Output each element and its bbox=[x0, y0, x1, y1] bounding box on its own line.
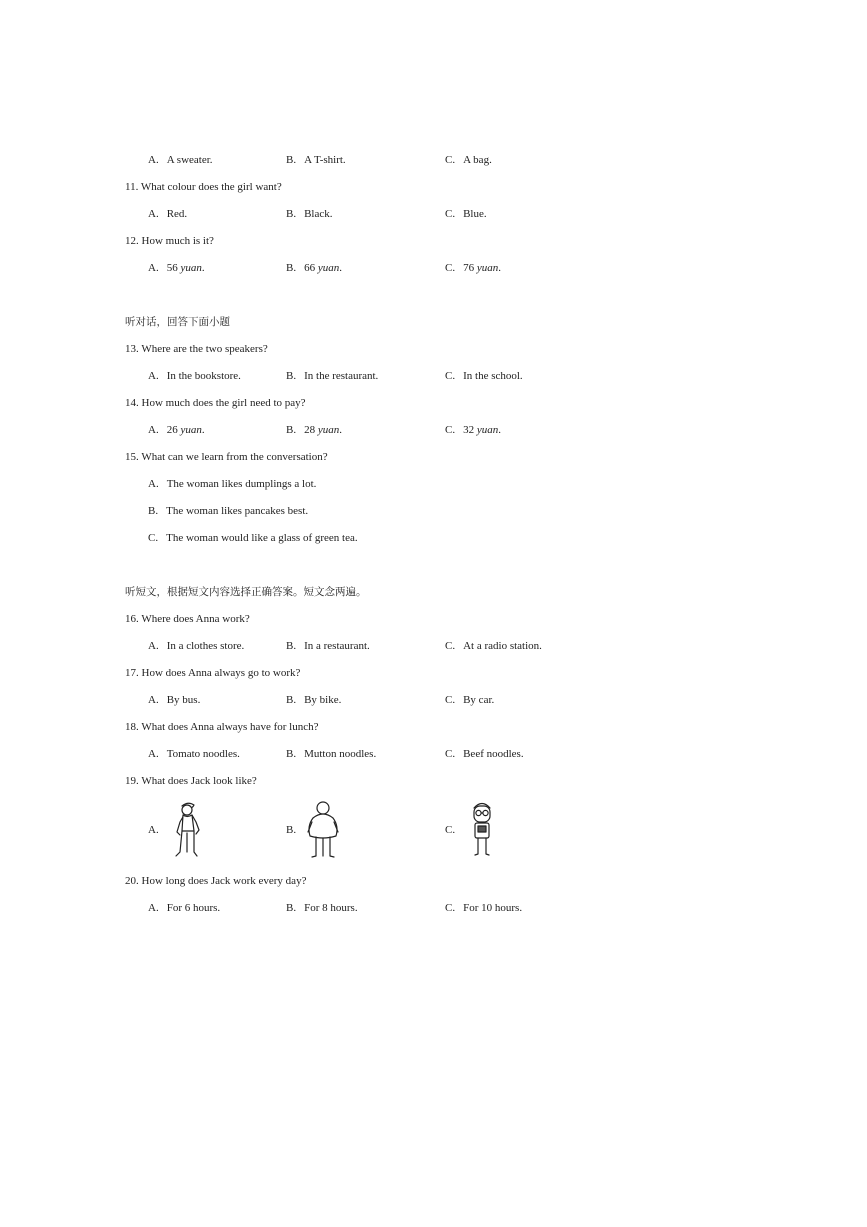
option-text bbox=[167, 424, 205, 436]
question-16 bbox=[125, 612, 250, 626]
option-text: In a clothes store. bbox=[166, 640, 245, 652]
q20-option-a bbox=[148, 901, 220, 915]
amount: 66 bbox=[304, 262, 316, 274]
question-number: 15. bbox=[125, 451, 139, 463]
question-text: How much is it? bbox=[141, 235, 214, 247]
option-text: In the restaurant. bbox=[304, 370, 379, 382]
q11-option-b bbox=[286, 207, 333, 221]
question-text: What colour does the girl want? bbox=[140, 181, 282, 193]
amount: 76 bbox=[463, 262, 475, 274]
option-text: Red. bbox=[166, 208, 188, 220]
option-letter: B. bbox=[286, 748, 297, 760]
option-text: In the bookstore. bbox=[166, 370, 241, 382]
option-letter: A. bbox=[148, 262, 159, 274]
option-letter: B. bbox=[286, 262, 297, 274]
question-number: 14. bbox=[125, 397, 139, 409]
option-text: Blue. bbox=[463, 208, 487, 220]
q12-option-b bbox=[286, 261, 342, 275]
option-text: For 6 hours. bbox=[166, 902, 221, 914]
q14-option-c bbox=[445, 423, 501, 437]
unit: yuan bbox=[476, 262, 499, 274]
q13-option-c bbox=[445, 369, 523, 383]
question-number: 17. bbox=[125, 667, 139, 679]
option-letter: C. bbox=[445, 694, 456, 706]
q10-option-c bbox=[445, 153, 492, 167]
option-letter: C. bbox=[445, 154, 456, 166]
option-text: In the school. bbox=[463, 370, 523, 382]
q13-option-b bbox=[286, 369, 378, 383]
option-letter: B. bbox=[286, 154, 297, 166]
amount: 28 bbox=[304, 424, 316, 436]
question-19 bbox=[125, 774, 257, 788]
option-letter: C. bbox=[445, 424, 456, 436]
q16-option-a bbox=[148, 639, 244, 653]
unit: yuan bbox=[476, 424, 499, 436]
option-letter: A. bbox=[148, 370, 159, 382]
question-text: How long does Jack work every day? bbox=[141, 875, 307, 887]
amount: 56 bbox=[166, 262, 178, 274]
q14-option-b bbox=[286, 423, 342, 437]
q12-option-c bbox=[445, 261, 501, 275]
option-text: In a restaurant. bbox=[304, 640, 370, 652]
q11-option-c bbox=[445, 207, 487, 221]
option-letter: C. bbox=[445, 262, 456, 274]
option-letter: C. bbox=[445, 640, 456, 652]
q19-option-c-letter: C. bbox=[445, 824, 456, 836]
q18-option-b bbox=[286, 747, 376, 761]
option-letter: B. bbox=[286, 902, 297, 914]
q15-option-b bbox=[148, 504, 308, 518]
period: . bbox=[201, 262, 205, 274]
option-text: Black. bbox=[304, 208, 333, 220]
amount: 32 bbox=[463, 424, 475, 436]
unit: yuan bbox=[317, 424, 340, 436]
option-letter: A. bbox=[148, 748, 159, 760]
q14-option-a bbox=[148, 423, 205, 437]
option-letter: A. bbox=[148, 640, 159, 652]
option-text: The woman would like a glass of green tea. bbox=[166, 532, 358, 544]
q16-option-b bbox=[286, 639, 370, 653]
period: . bbox=[498, 262, 501, 274]
question-20 bbox=[125, 874, 306, 888]
question-text: What can we learn from the conversation? bbox=[141, 451, 328, 463]
question-number: 18. bbox=[125, 721, 139, 733]
unit: yuan bbox=[180, 424, 202, 436]
question-number: 16. bbox=[125, 613, 139, 625]
q18-option-a bbox=[148, 747, 240, 761]
unit: yuan bbox=[180, 262, 202, 274]
period: . bbox=[339, 424, 342, 436]
option-letter: C. bbox=[148, 532, 159, 544]
thin-man-figure bbox=[168, 800, 208, 860]
option-text: By bike. bbox=[304, 694, 342, 706]
amount: 26 bbox=[166, 424, 178, 436]
q11-option-a bbox=[148, 207, 187, 221]
option-letter: A. bbox=[148, 902, 159, 914]
option-letter: B. bbox=[286, 208, 297, 220]
option-text: A bag. bbox=[463, 154, 492, 166]
q10-option-b bbox=[286, 153, 346, 167]
option-text: Tomato noodles. bbox=[166, 748, 240, 760]
option-letter: B. bbox=[286, 370, 297, 382]
unit: yuan bbox=[317, 262, 340, 274]
option-text bbox=[463, 262, 501, 274]
period: . bbox=[201, 424, 205, 436]
option-text: By car. bbox=[463, 694, 495, 706]
q17-option-b bbox=[286, 693, 341, 707]
option-text: By bus. bbox=[166, 694, 201, 706]
q20-option-b bbox=[286, 901, 358, 915]
option-letter: A. bbox=[148, 478, 159, 490]
q12-option-a bbox=[148, 261, 205, 275]
q19-option-b-letter: B. bbox=[286, 824, 297, 836]
q15-option-c bbox=[148, 531, 358, 545]
q15-option-a bbox=[148, 477, 316, 491]
option-letter: C. bbox=[445, 370, 456, 382]
q18-option-c bbox=[445, 747, 524, 761]
question-text: What does Anna always have for lunch? bbox=[141, 721, 319, 733]
q17-option-a bbox=[148, 693, 200, 707]
option-letter: A. bbox=[148, 208, 159, 220]
question-number: 20. bbox=[125, 875, 139, 887]
question-text: How does Anna always go to work? bbox=[141, 667, 301, 679]
question-17 bbox=[125, 666, 300, 680]
option-text: Beef noodles. bbox=[463, 748, 524, 760]
period: . bbox=[498, 424, 501, 436]
question-text: How much does the girl need to pay? bbox=[141, 397, 306, 409]
q16-option-c bbox=[445, 639, 542, 653]
section-instruction: 听对话，回答下面小题 bbox=[125, 316, 230, 328]
option-text: A sweater. bbox=[166, 154, 213, 166]
q13-option-a bbox=[148, 369, 241, 383]
question-number: 12. bbox=[125, 235, 139, 247]
option-letter: A. bbox=[148, 424, 159, 436]
option-text: The woman likes dumplings a lot. bbox=[166, 478, 317, 490]
q17-option-c bbox=[445, 693, 494, 707]
option-letter: A. bbox=[148, 694, 159, 706]
option-letter: C. bbox=[445, 748, 456, 760]
question-number: 11. bbox=[125, 181, 139, 193]
option-letter: C. bbox=[445, 902, 456, 914]
question-number: 13. bbox=[125, 343, 139, 355]
option-text: At a radio station. bbox=[463, 640, 542, 652]
option-letter: B. bbox=[286, 424, 297, 436]
question-13 bbox=[125, 342, 268, 356]
question-number: 19. bbox=[125, 775, 139, 787]
option-text: Mutton noodles. bbox=[304, 748, 377, 760]
option-text bbox=[304, 262, 342, 274]
boy-with-glasses-figure bbox=[468, 800, 496, 858]
q19-option-a-letter: A. bbox=[148, 824, 159, 836]
question-text: What does Jack look like? bbox=[141, 775, 257, 787]
question-11 bbox=[125, 180, 282, 194]
q20-option-c bbox=[445, 901, 522, 915]
question-text: Where are the two speakers? bbox=[141, 343, 268, 355]
option-text bbox=[167, 262, 205, 274]
question-18 bbox=[125, 720, 318, 734]
fat-man-figure bbox=[303, 800, 343, 860]
period: . bbox=[339, 262, 342, 274]
question-text: Where does Anna work? bbox=[141, 613, 250, 625]
option-letter: B. bbox=[286, 694, 297, 706]
section-instruction: 听短文，根据短文内容选择正确答案。短文念两遍。 bbox=[125, 586, 367, 598]
option-text bbox=[463, 424, 501, 436]
option-letter: B. bbox=[148, 505, 159, 517]
option-text: For 8 hours. bbox=[304, 902, 358, 914]
option-text: The woman likes pancakes best. bbox=[166, 505, 309, 517]
option-text: For 10 hours. bbox=[463, 902, 523, 914]
option-letter: A. bbox=[148, 154, 159, 166]
question-12 bbox=[125, 234, 214, 248]
q10-option-a bbox=[148, 153, 213, 167]
question-14 bbox=[125, 396, 306, 410]
option-letter: B. bbox=[286, 640, 297, 652]
option-letter: C. bbox=[445, 208, 456, 220]
question-15 bbox=[125, 450, 328, 464]
option-text: A T-shirt. bbox=[304, 154, 346, 166]
option-text bbox=[304, 424, 342, 436]
